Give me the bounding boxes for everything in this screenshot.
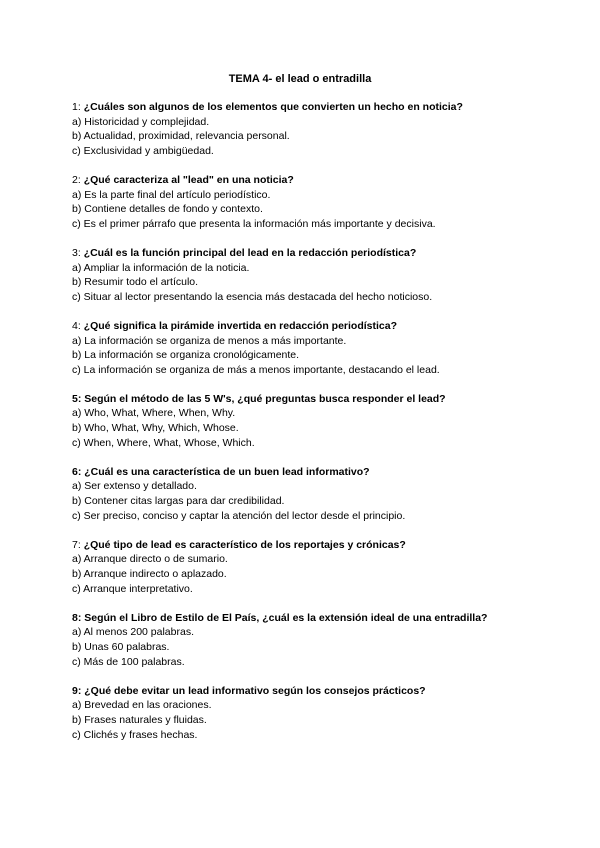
- answer-option-a: a) Ser extenso y detallado.: [72, 480, 197, 493]
- answer-options: [72, 552, 572, 596]
- question-number: 3:: [72, 246, 81, 259]
- answer-option-c: c) Arranque interpretativo.: [72, 582, 193, 595]
- question-line: [72, 173, 572, 188]
- question-9: [72, 684, 572, 742]
- question-8: [72, 611, 572, 669]
- answer-option-b: b) Actualidad, proximidad, relevancia personal.: [72, 130, 290, 143]
- answer-option-a: a) La información se organiza de menos a más importante.: [72, 334, 347, 347]
- answer-options: [72, 698, 572, 742]
- answer-option-c: c) When, Where, What, Whose, Which.: [72, 436, 255, 449]
- question-line: [72, 246, 572, 261]
- answer-option-b: b) Arranque indirecto o aplazado.: [72, 568, 227, 580]
- answer-option-b: b) Frases naturales y fluidas.: [72, 713, 207, 726]
- answer-option-a: a) Arranque directo o de sumario.: [72, 553, 228, 566]
- answer-option-b: b) Contener citas largas para dar credibilidad.: [72, 495, 285, 508]
- answer-options: [72, 406, 572, 450]
- question-text: Según el Libro de Estilo de El País, ¿cuál es la extensión ideal de una entradilla?: [84, 611, 488, 624]
- question-7: [72, 538, 572, 596]
- question-line: [72, 684, 572, 699]
- question-text: ¿Qué debe evitar un lead informativo según los consejos prácticos?: [84, 684, 426, 697]
- answer-option-b: b) Unas 60 palabras.: [72, 640, 170, 653]
- question-6: [72, 465, 572, 523]
- question-3: [72, 246, 572, 304]
- answer-option-c: c) Situar al lector presentando la esencia más destacada del hecho noticioso.: [72, 290, 433, 303]
- document-title: TEMA 4- el lead o entradilla: [228, 73, 372, 85]
- answer-option-b: b) Contiene detalles de fondo y contexto.: [72, 203, 263, 216]
- question-text: ¿Qué significa la pirámide invertida en redacción periodística?: [83, 319, 398, 332]
- answer-option-c: c) Más de 100 palabras.: [72, 655, 185, 668]
- question-number: 6:: [72, 465, 82, 478]
- answer-options: [72, 334, 572, 378]
- question-line: [72, 465, 572, 480]
- question-number: 8:: [72, 611, 82, 624]
- answer-option-b: b) Who, What, Why, Which, Whose.: [72, 422, 239, 435]
- question-line: [72, 319, 572, 334]
- answer-options: [72, 261, 572, 305]
- answer-options: [72, 479, 572, 523]
- question-list: [72, 100, 572, 757]
- answer-option-a: a) Al menos 200 palabras.: [72, 626, 194, 639]
- question-text: ¿Cuáles son algunos de los elementos que convierten un hecho en noticia?: [83, 101, 463, 113]
- question-number: 9:: [72, 684, 82, 697]
- answer-option-a: a) Who, What, Where, When, Why.: [72, 407, 236, 420]
- question-text: ¿Cuál es una característica de un buen lead informativo?: [84, 465, 370, 478]
- answer-option-a: a) Historicidad y complejidad.: [72, 115, 210, 128]
- answer-option-c: c) Ser preciso, conciso y captar la atención del lector desde el principio.: [72, 509, 406, 522]
- answer-option-a: a) Es la parte final del artículo periodístico.: [72, 188, 271, 201]
- answer-option-c: c) La información se organiza de más a menos importante, destacando el lead.: [72, 363, 440, 376]
- question-number: 7:: [72, 538, 81, 551]
- question-line: [72, 100, 572, 115]
- question-number: 2:: [72, 173, 81, 186]
- answer-option-c: c) Exclusividad y ambigüedad.: [72, 144, 214, 157]
- question-line: [72, 611, 572, 626]
- question-5: [72, 392, 572, 450]
- answer-options: [72, 115, 572, 159]
- question-text: Según el método de las 5 W's, ¿qué preguntas busca responder el lead?: [84, 392, 446, 405]
- answer-option-c: c) Clichés y frases hechas.: [72, 728, 198, 741]
- answer-option-b: b) Resumir todo el artículo.: [72, 276, 199, 289]
- question-text: ¿Qué caracteriza al "lead" en una noticia?: [83, 173, 294, 186]
- question-line: [72, 538, 572, 553]
- question-text: ¿Cuál es la función principal del lead en la redacción periodística?: [83, 246, 417, 259]
- answer-option-b: b) La información se organiza cronológicamente.: [72, 349, 300, 362]
- question-2: [72, 173, 572, 231]
- question-number: 5:: [72, 392, 82, 405]
- question-1: [72, 100, 572, 158]
- question-line: [72, 392, 572, 407]
- answer-option-a: a) Brevedad en las oraciones.: [72, 699, 212, 712]
- answer-options: [72, 625, 572, 669]
- question-4: [72, 319, 572, 377]
- answer-option-a: a) Ampliar la información de la noticia.: [72, 261, 250, 274]
- answer-options: [72, 188, 572, 232]
- question-text: ¿Qué tipo de lead es característico de los reportajes y crónicas?: [83, 538, 406, 551]
- question-number: 4:: [72, 319, 81, 332]
- question-number: 1:: [72, 101, 81, 113]
- answer-option-c: c) Es el primer párrafo que presenta la información más importante y decisiva.: [72, 217, 436, 230]
